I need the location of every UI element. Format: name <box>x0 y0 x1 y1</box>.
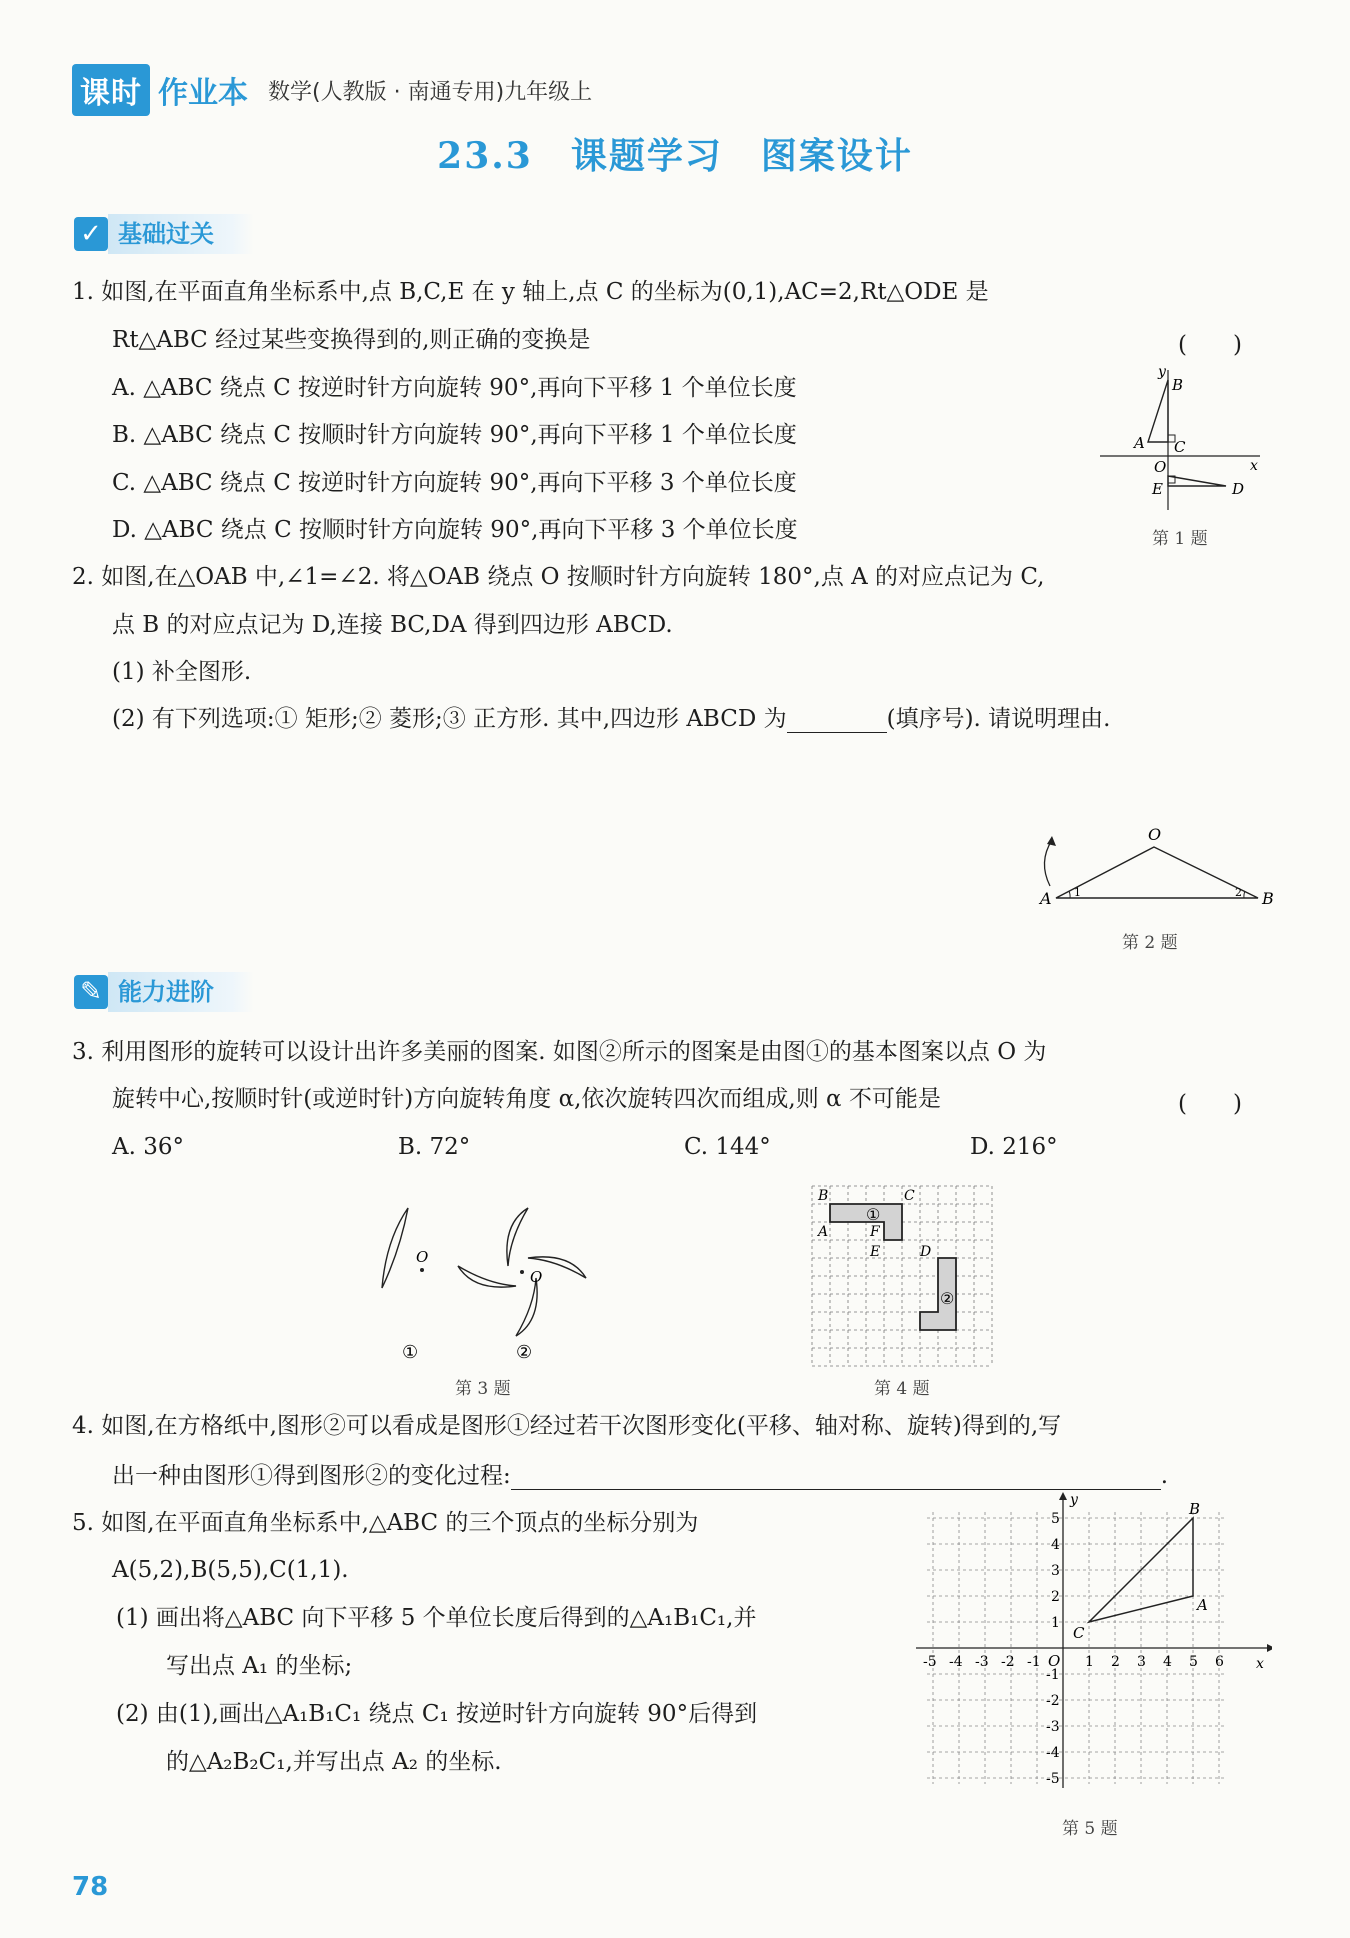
q1-option-c: C. △ABC 绕点 C 按逆时针方向旋转 90°,再向下平移 3 个单位长度 <box>112 470 797 496</box>
q3-option-d: D. 216° <box>970 1134 1058 1160</box>
section-advanced-label: 能力进阶 <box>108 972 254 1012</box>
brand-logo-box: 课时 <box>72 64 150 116</box>
q5-y-tick: 5 <box>1051 1511 1060 1527</box>
q5-line2: A(5,2),B(5,5),C(1,1). <box>112 1557 349 1583</box>
q3-answer-paren: ( ) <box>1178 1091 1242 1117</box>
q4-label-d: D <box>920 1244 932 1260</box>
check-icon: ✓ <box>74 217 108 251</box>
q5-y-tick: -4 <box>1046 1745 1060 1761</box>
q3-line2: 旋转中心,按顺时针(或逆时针)方向旋转角度 α,依次旋转四次而组成,则 α 不可能是 <box>112 1086 941 1112</box>
q5-y-tick: -5 <box>1046 1771 1060 1787</box>
q2-label-b: B <box>1262 889 1274 908</box>
q3-pinwheel <box>458 1208 586 1336</box>
q5-label-o: O <box>1048 1652 1061 1670</box>
q1-label-y: y <box>1158 364 1166 380</box>
q1-option-a: A. △ABC 绕点 C 按逆时针方向旋转 90°,再向下平移 1 个单位长度 <box>112 375 797 401</box>
q5-label-c: C <box>1073 1624 1085 1642</box>
q4-line2-text: 出一种由图形①得到图形②的变化过程: <box>112 1463 511 1489</box>
brand-logo-text: 作业本 <box>158 76 248 111</box>
q2-arrow-head <box>1047 836 1056 846</box>
q5-x-tick: -3 <box>975 1654 989 1670</box>
q3-option-b: B. 72° <box>398 1134 471 1160</box>
q1-figure <box>1100 360 1270 520</box>
q1-label-o: O <box>1154 458 1167 476</box>
q3-petal-basic <box>382 1208 408 1288</box>
q2-caption: 第 2 题 <box>1122 933 1178 953</box>
q1-line1: 1. 如图,在平面直角坐标系中,点 B,C,E 在 y 轴上,点 C 的坐标为(0,1),AC=2,Rt△ODE 是 <box>72 279 989 305</box>
q5-sub2b: 的△A₂B₂C₁,并写出点 A₂ 的坐标. <box>166 1749 502 1775</box>
q5-figure <box>912 1490 1272 1800</box>
q5-sub1a: (1) 画出将△ABC 向下平移 5 个单位长度后得到的△A₁B₁C₁,并 <box>116 1605 757 1631</box>
q3-figure <box>360 1200 600 1370</box>
q1-triangle-ode <box>1168 476 1226 486</box>
q5-y-tick: -2 <box>1046 1693 1060 1709</box>
q3-label-o2: O <box>530 1268 543 1286</box>
q2-rotation-arrow <box>1044 840 1052 886</box>
q3-label-fig1: ① <box>402 1342 419 1363</box>
q5-x-tick: 5 <box>1189 1654 1198 1670</box>
q2-sub2-text-a: (2) 有下列选项:① 矩形;② 菱形;③ 正方形. 其中,四边形 ABCD 为 <box>112 706 787 732</box>
q5-y-tick: 3 <box>1051 1563 1060 1579</box>
q4-label-b: B <box>818 1188 829 1204</box>
q3-caption: 第 3 题 <box>455 1379 511 1399</box>
q2-label-o: O <box>1148 825 1162 844</box>
q5-x-tick: 2 <box>1111 1654 1120 1670</box>
q5-x-tick: 4 <box>1163 1654 1172 1670</box>
q4-line2-end: . <box>1160 1463 1169 1489</box>
q4-label-fig1: ① <box>866 1205 881 1224</box>
q1-label-d: D <box>1232 480 1245 498</box>
q5-line1: 5. 如图,在平面直角坐标系中,△ABC 的三个顶点的坐标分别为 <box>72 1510 699 1536</box>
q5-x-tick: -2 <box>1001 1654 1015 1670</box>
book-subject: 数学(人教版 · 南通专用)九年级上 <box>268 79 593 105</box>
q1-option-b: B. △ABC 绕点 C 按顺时针方向旋转 90°,再向下平移 1 个单位长度 <box>112 422 797 448</box>
q5-label-a: A <box>1197 1596 1208 1614</box>
q2-line2: 点 B 的对应点记为 D,连接 BC,DA 得到四边形 ABCD. <box>112 612 673 638</box>
q3-option-a: A. 36° <box>112 1134 184 1160</box>
q2-label-a: A <box>1040 889 1052 908</box>
q2-label-angle2: 2 <box>1235 886 1242 899</box>
header-brand <box>72 64 592 116</box>
q5-x-arrow <box>1267 1644 1272 1652</box>
q5-y-tick: -1 <box>1046 1667 1060 1683</box>
q5-x-tick: 3 <box>1137 1654 1146 1670</box>
q4-label-f: F <box>870 1224 880 1240</box>
q3-point-o1 <box>420 1268 424 1272</box>
q2-triangle-oab <box>1056 847 1258 898</box>
q4-label-a: A <box>818 1224 829 1240</box>
q4-line1: 4. 如图,在方格纸中,图形②可以看成是图形①经过若干次图形变化(平移、轴对称、旋转)得到的,写 <box>72 1413 1062 1439</box>
q1-triangle-abc <box>1148 380 1168 442</box>
q2-angle-2-arc <box>1244 891 1245 898</box>
q4-answer-blank[interactable] <box>511 1465 1161 1490</box>
q1-label-c: C <box>1174 438 1186 456</box>
q1-label-e: E <box>1152 480 1163 498</box>
q4-line2 <box>112 1462 1168 1490</box>
q5-caption: 第 5 题 <box>1062 1819 1118 1839</box>
q5-y-tick: 4 <box>1051 1537 1060 1553</box>
page-title: 23.3 课题学习 图案设计 <box>437 135 913 177</box>
q2-figure <box>1030 822 1280 922</box>
q1-label-a: A <box>1134 434 1145 452</box>
q2-angle-1-arc <box>1069 891 1070 898</box>
q4-label-fig2: ② <box>940 1289 955 1308</box>
q5-x-tick: -1 <box>1027 1654 1041 1670</box>
q5-y-tick: 2 <box>1051 1589 1060 1605</box>
q2-sub2-text-b: (填序号). 请说明理由. <box>886 706 1111 732</box>
q2-sub2 <box>112 705 1111 733</box>
q5-x-tick-labels <box>923 1654 1224 1670</box>
q2-line1: 2. 如图,在△OAB 中,∠1=∠2. 将△OAB 绕点 O 按顺时针方向旋转 180°,点 A 的对应点记为 C, <box>72 564 1045 590</box>
q5-label-b: B <box>1189 1500 1201 1518</box>
q4-label-c: C <box>904 1188 915 1204</box>
q5-label-x: x <box>1256 1656 1264 1672</box>
q5-y-tick-labels <box>1046 1511 1060 1787</box>
q1-label-b: B <box>1172 376 1184 394</box>
q5-sub2a: (2) 由(1),画出△A₁B₁C₁ 绕点 C₁ 按逆时针方向旋转 90°后得到 <box>116 1701 758 1727</box>
q1-label-x: x <box>1250 458 1258 474</box>
q5-x-tick: 6 <box>1215 1654 1224 1670</box>
q5-label-y: y <box>1070 1492 1078 1508</box>
q5-x-tick: -5 <box>923 1654 937 1670</box>
q5-x-tick: -4 <box>949 1654 963 1670</box>
q2-label-angle1: 1 <box>1074 886 1081 899</box>
q4-label-e: E <box>870 1244 881 1260</box>
q5-sub1b: 写出点 A₁ 的坐标; <box>166 1653 353 1679</box>
section-basic-label: 基础过关 <box>108 214 254 254</box>
page-number: 78 <box>72 1872 109 1902</box>
section-advanced <box>74 972 254 1012</box>
q5-y-tick: -3 <box>1046 1719 1060 1735</box>
q3-label-o1: O <box>416 1248 429 1266</box>
section-basic <box>74 214 254 254</box>
q1-answer-paren: ( ) <box>1178 332 1242 358</box>
q2-answer-blank[interactable] <box>787 708 887 733</box>
q5-y-tick: 1 <box>1051 1615 1060 1631</box>
q3-line1: 3. 利用图形的旋转可以设计出许多美丽的图案. 如图②所示的图案是由图①的基本图案以点 O 为 <box>72 1039 1047 1065</box>
q4-figure <box>808 1180 1004 1370</box>
q1-option-d: D. △ABC 绕点 C 按顺时针方向旋转 90°,再向下平移 3 个单位长度 <box>112 517 798 543</box>
q5-y-arrow <box>1059 1492 1067 1500</box>
q2-sub1: (1) 补全图形. <box>112 659 252 685</box>
q4-caption: 第 4 题 <box>874 1379 930 1399</box>
q5-x-tick: 1 <box>1085 1654 1094 1670</box>
q3-option-c: C. 144° <box>684 1134 771 1160</box>
q1-line2: Rt△ABC 经过某些变换得到的,则正确的变换是 <box>112 327 591 353</box>
q1-caption: 第 1 题 <box>1152 529 1208 549</box>
pencil-icon: ✎ <box>74 975 108 1009</box>
q3-label-fig2: ② <box>516 1342 533 1363</box>
q5-triangle-abc <box>1089 1518 1193 1622</box>
